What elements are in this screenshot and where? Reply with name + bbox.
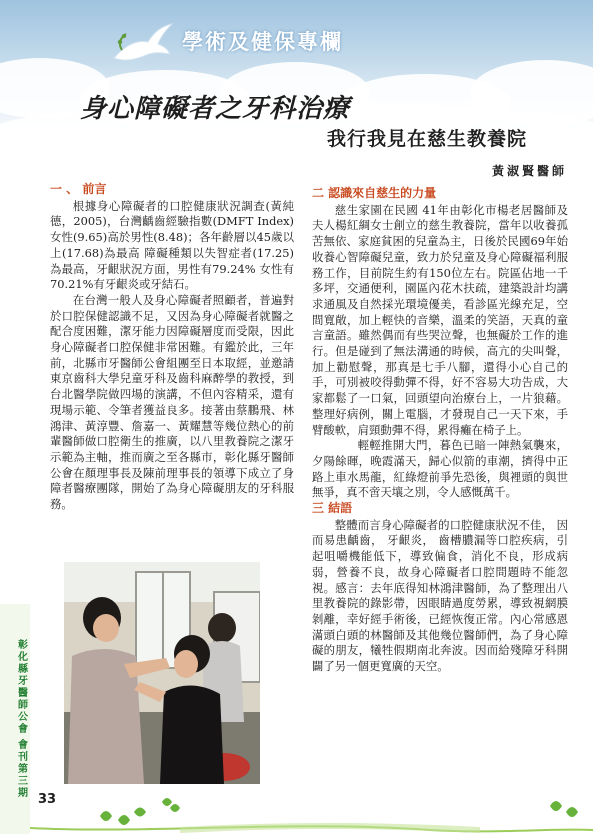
author-name: 黃淑賢醫師 [491,164,567,178]
section-banner: 學術及健保專欄 [182,30,343,54]
article-title: 身心障礙者之牙科治療 [80,94,351,124]
dove-icon [108,14,174,70]
paragraph: 整體而言身心障礙者的口腔健康狀況不佳， 因而易患齲齒， 牙齦炎， 齒槽膿漏等口腔疾病，引起咀嚼機能低下，導致偏食，消化不良，形成病弱，營養不良，故身心障礙者口腔問題時不能忽視。感言：去年底得知林鴻津醫師，為了整理出八里教養院的錄影帶，因眼睛過度勞累，導致視網膜剝離，幸好經手術後，已經恢復正常。內心常感恩滿頭白頭的林醫師及其他幾位醫師們，為了身心障礙的朋友，犧牲假期南北奔波。因而給殘障牙科開闢了另一個更寬廣的天空。 [312,517,568,674]
right-column [312,186,568,675]
section-heading-cisheng: 二 認識來自慈生的力量 [312,186,437,200]
paragraph: 在台灣一般人及身心障礙者照顧者，普遍對於口腔保健認識不足，又因為身心障礙者就醫之配合度困難，潔牙能力因障礙層度而受限，因此身心障礙者口腔保健非常困難。有鑑於此，三年前，北縣市牙醫師公會組團至日本取經，並邀請東京齒科大學兒童牙科及齒科麻醉學的教授，到台北醫學院做四場的演講，不但內容精采，還有現場示範、令筆者獲益良多。接著由蔡鵬飛、林鴻津、黃淳豐、詹嘉一、黃耀慧等幾位熱心的前輩醫師做口腔衛生的推廣，以八里教養院之潔牙示範為主軸，推而廣之至各縣市，彰化縣牙醫師公會在顏理事長及陳前理事長的領導下成立了身障者醫療團隊，開始了為身心障礙朋友的牙科服務。 [50,292,294,512]
paragraph: 輕輕推開大門，暮色已暗一陣熱氣襲來，夕陽餘暉，晚霞滿天，歸心似箭的車潮，擠得中正路上車水馬龍，紅綠燈前爭先恐後，與裡頭的與世無爭，真不啻天壤之別，令人感慨萬千。 [312,438,568,500]
journal-issue-line: 會刊第三期 [18,740,28,799]
clinic-photo [64,562,260,784]
section-heading-intro: 一 、 前言 [50,182,107,196]
paragraph: 根據身心障礙者的口腔健康狀況調查(黃純德，2005)，台灣齲齒經驗指數(DMFT Index) 女性(9.65)高於男性(8.48)；各年齡層以45歲以上(17.68)為最高 障礙種類以失智症者(17.25)為最高，牙齦狀況方面，男性有79.24% 女性有70.21%有牙齦炎或牙結石。 [50,198,294,292]
page-number: 33 [38,792,57,807]
journal-name [16,640,30,800]
section-heading-conclusion: 三 結語 [312,501,353,516]
paragraph: 慈生家園在民國 41年由彰化市楊老居醫師及夫人楊紅綢女士創立的慈生教養院，當年以收養孤苦無依、家庭貧困的兒童為主，日後於民國69年始收養心智障礙兒童，致力於兒童及身心障礙福利服務工作，目前院生約有150位左右。院區佔地一千多坪，交通便利，園區內花木扶疏，建築設計均講求通風及自然採光環境優美，看診區光線充足，空間寬敞，加上輕快的音樂，溫柔的笑語，天真的童言童語。雖然偶而有些哭泣聲，也無礙於工作的進行。但是碰到了無法溝通的時候，高亢的尖叫聲，加上勸慰聲，那真是七手八腳，還得小心自己的手，可別被咬得動彈不得，好不容易大功告成，大家都鬆了一口氣，回頭望向治療台上，一片狼藉。整理好病例，關上電腦，才發現自己一天下來，手臂酸軟，肩頸動彈不得，累得癱在椅子上。 [312,202,568,437]
header-banner [0,0,593,168]
article-subtitle: 我行我見在慈生教養院 [326,128,527,150]
left-column [50,182,294,513]
journal-name-line: 彰化縣牙醫師公會 [18,640,28,735]
leaf-decoration-icon [30,790,593,834]
